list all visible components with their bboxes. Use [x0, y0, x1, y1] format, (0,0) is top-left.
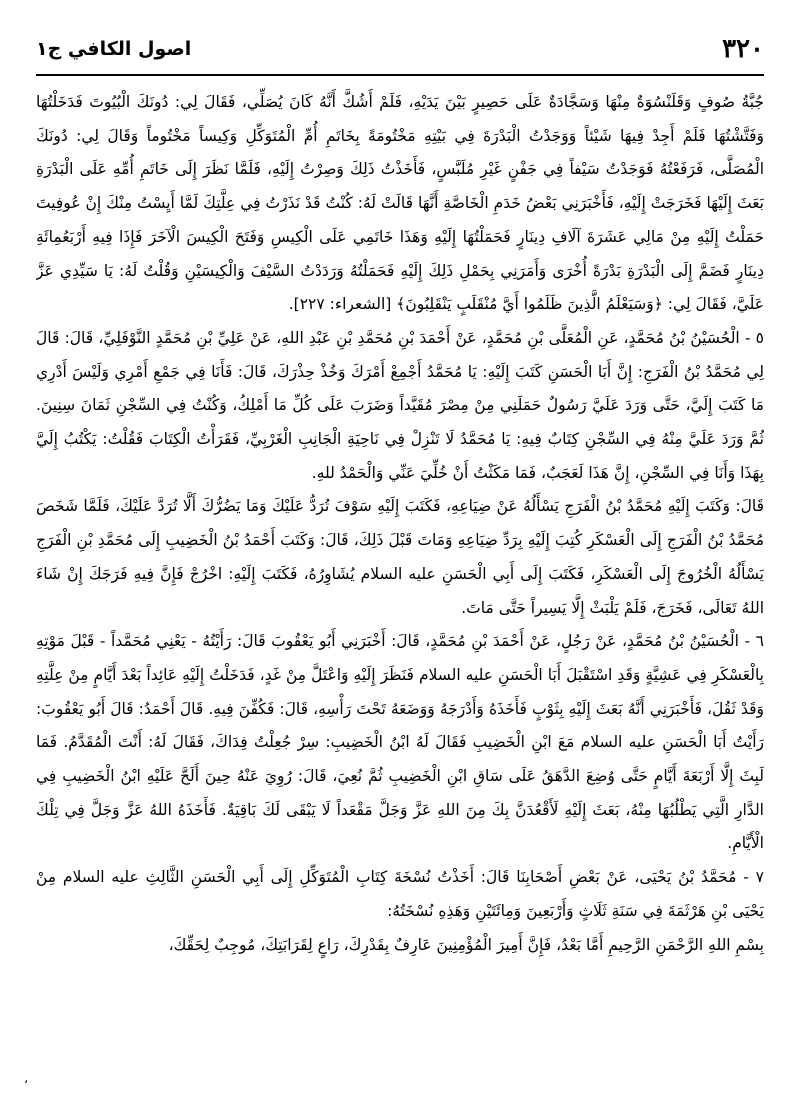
paragraph-hadith-7: ٧ - مُحَمَّدُ بْنُ يَحْيَى، عَنْ بَعْضِ أَصْحَابِنَا قَالَ: أَخَذْتُ نُسْخَةَ كِتَابِ الْمُتَوَكِّلِ إِلَى أَبِي الْحَسَنِ الثَّالِثِ عليه السلام مِنْ يَحْيَى بْنِ هَرْثَمَةَ فِي سَنَةِ ثَلَاثٍ وَأَرْبَعِينَ وَمِائَتَيْنِ وَهَذِهِ نُسْخَتُهُ:	[36, 868, 764, 920]
paragraph-hadith-5-continuation: قَالَ: وَكَتَبَ إِلَيْهِ مُحَمَّدُ بْنُ الْفَرَجِ يَسْأَلُهُ عَنْ ضِيَاعِهِ، فَكَتَبَ إِلَيْهِ سَوْفَ تُرَدُّ عَلَيْكَ وَمَا يَضُرُّكَ أَلَّا تُرَدَّ عَلَيْكَ، فَلَمَّا شَخَصَ مُحَمَّدُ بْنُ الْفَرَجِ إِلَى الْعَسْكَرِ كُتِبَ إِلَيْهِ بِرَدِّ ضِيَاعِهِ وَمَاتَ قَبْلَ ذَلِكَ، قَالَ: وَكَتَبَ أَحْمَدُ بْنُ الْخَضِيبِ إِلَى مُحَمَّدِ بْنِ الْفَرَجِ يَسْأَلُهُ الْخُرُوجَ إِلَى الْعَسْكَرِ، فَكَتَبَ إِلَى أَبِي الْحَسَنِ عليه السلام يُشَاوِرُهُ، فَكَتَبَ إِلَيْهِ: اخْرُجْ فَإِنَّ فِيهِ فَرَجَكَ إِنْ شَاءَ اللهُ تَعَالَى، فَخَرَجَ، فَلَمْ يَلْبَثْ إِلَّا يَسِيراً حَتَّى مَاتَ.	[36, 497, 764, 617]
book-title: اصول الكافي ج١	[36, 38, 192, 60]
paragraph-hadith-5: ٥ - الْحُسَيْنُ بْنُ مُحَمَّدٍ، عَنِ الْمُعَلَّى بْنِ مُحَمَّدٍ، عَنْ أَحْمَدَ بْنِ مُحَمَّدِ بْنِ عَبْدِ اللهِ، عَنْ عَلِيِّ بْنِ مُحَمَّدٍ النَّوْفَلِيِّ، قَالَ: قَالَ لِي مُحَمَّدُ بْنُ الْفَرَجِ: إِنَّ أَبَا الْحَسَنِ كَتَبَ إِلَيْهِ: يَا مُحَمَّدُ أَجْمِعْ أَمْرَكَ وَخُذْ حِذْرَكَ، قَالَ: فَأَنَا فِي جَمْعِ أَمْرِي وَلَيْسَ أَدْرِي مَا كَتَبَ إِلَيَّ، حَتَّى وَرَدَ عَلَيَّ رَسُولٌ حَمَلَنِي مِنْ مِصْرَ مُقَيَّداً وَضَرَبَ عَلَى كُلِّ مَا أَمْلِكُ، وَكُنْتُ فِي السِّجْنِ ثَمَانَ سِنِينَ. ثُمَّ وَرَدَ عَلَيَّ مِنْهُ فِي السِّجْنِ كِتَابٌ فِيهِ: يَا مُحَمَّدُ لَا تَنْزِلْ فِي نَاحِيَةِ الْجَانِبِ الْغَرْبِيِّ، فَقَرَأْتُ الْكِتَابَ فَقُلْتُ: يَكْتُبُ إِلَيَّ بِهَذَا وَأَنَا فِي السِّجْنِ، إِنَّ هَذَا لَعَجَبٌ، فَمَا مَكَثْتُ أَنْ خُلِّيَ عَنِّي وَالْحَمْدُ للهِ.	[36, 328, 764, 482]
footer-mark: ،	[24, 1072, 28, 1086]
paragraph-hadith-6: ٦ - الْحُسَيْنُ بْنُ مُحَمَّدٍ، عَنْ رَجُلٍ، عَنْ أَحْمَدَ بْنِ مُحَمَّدٍ، قَالَ: أَخْبَرَنِي أَبُو يَعْقُوبَ قَالَ: رَأَيْتُهُ - يَعْنِي مُحَمَّداً - قَبْلَ مَوْتِهِ بِالْعَسْكَرِ فِي عَشِيَّةٍ وَقَدِ اسْتَقْبَلَ أَبَا الْحَسَنِ عليه السلام فَنَظَرَ إِلَيْهِ وَاعْتَلَّ مِنْ غَدٍ، فَدَخَلْتُ إِلَيْهِ عَائِداً بَعْدَ أَيَّامٍ مِنْ عِلَّتِهِ وَقَدْ ثَقُلَ، فَأَخْبَرَنِي أَنَّهُ بَعَثَ إِلَيْهِ بِثَوْبٍ فَأَخَذَهُ وَأَدْرَجَهُ وَوَضَعَهُ تَحْتَ رَأْسِهِ، قَالَ: فَكُفِّنَ فِيهِ. قَالَ أَحْمَدُ: قَالَ أَبُو يَعْقُوبَ: رَأَيْتُ أَبَا الْحَسَنِ عليه السلام مَعَ ابْنِ الْخَضِيبِ فَقَالَ لَهُ ابْنُ الْخَضِيبِ: سِرْ جُعِلْتُ فِدَاكَ، فَقَالَ لَهُ: أَنْتَ الْمُقَدَّمُ. فَمَا لَبِثَ إِلَّا أَرْبَعَةَ أَيَّامٍ حَتَّى وُضِعَ الدَّهَقُ عَلَى سَاقِ ابْنِ الْخَضِيبِ ثُمَّ نُعِيَ، قَالَ: رُوِيَ عَنْهُ حِينَ أَلَحَّ عَلَيْهِ ابْنُ الْخَضِيبِ فِي الدَّارِ الَّتِي يَطْلُبُهَا مِنْهُ، بَعَثَ إِلَيْهِ لَأَقْعُدَنَّ بِكَ مِنَ اللهِ عَزَّ وَجَلَّ مَقْعَداً لَا يَبْقَى لَكَ بَاقِيَةٌ. فَأَخَذَهُ اللهُ عَزَّ وَجَلَّ فِي تِلْكَ الْأَيَّامِ.	[36, 632, 764, 853]
paragraph-letter-opening: بِسْمِ اللهِ الرَّحْمَنِ الرَّحِيمِ أَمَّا بَعْدُ، فَإِنَّ أَمِيرَ الْمُؤْمِنِينَ عَارِفٌ بِقَدْرِكَ، رَاعٍ لِقَرَابَتِكَ، مُوجِبٌ لِحَقِّكَ،	[168, 935, 764, 954]
paragraph-narration-continuation: جُبَّةُ صُوفٍ وَقَلَنْسُوَةٌ مِنْهَا وَسَجَّادَةٌ عَلَى حَصِيرٍ بَيْنَ يَدَيْهِ، فَلَمْ أَشُكَّ أَنَّهُ كَانَ يُصَلِّي، فَقَالَ لِي: دُونَكَ الْبُيُوتَ فَدَخَلْتُهَا وَفَتَّشْتُهَا فَلَمْ أَجِدْ فِيهَا شَيْئاً وَوَجَدْتُ الْبَدْرَةَ فِي بَيْتِهِ مَخْتُومَةً بِخَاتَمِ أُمِّ الْمُتَوَكِّلِ وَكِيساً مَخْتُوماً وَقَالَ لِي: دُونَكَ الْمُصَلَّى، فَرَفَعْتُهُ فَوَجَدْتُ سَيْفاً فِي جَفْنٍ غَيْرِ مُلَبَّسٍ، فَأَخَذْتُ ذَلِكَ وَصِرْتُ إِلَيْهِ، فَلَمَّا نَظَرَ إِلَى خَاتَمِ أُمِّهِ عَلَى الْبَدْرَةِ بَعَثَ إِلَيْهَا فَخَرَجَتْ إِلَيْهِ، فَأَخْبَرَنِي بَعْضُ خَدَمِ الْخَاصَّةِ أَنَّهَا قَالَتْ لَهُ: كُنْتُ قَدْ نَذَرْتُ فِي عِلَّتِكَ لَمَّا أَيِسْتُ مِنْكَ إِنْ عُوفِيتَ حَمَلْتُ إِلَيْهِ مِنْ مَالِي عَشَرَةَ آلَافِ دِينَارٍ فَحَمَلْتُهَا إِلَيْهِ وَهَذَا خَاتَمِي عَلَى الْكِيسِ وَفَتَحَ الْكِيسَ الْآخَرَ فَإِذَا فِيهِ أَرْبَعُمِائَةِ دِينَارٍ فَضَمَّ إِلَى الْبَدْرَةِ بَدْرَةً أُخْرَى وَأَمَرَنِي بِحَمْلِ ذَلِكَ إِلَيْهِ فَحَمَلْتُهُ وَرَدَدْتُ السَّيْفَ وَالْكِيسَيْنِ وَقُلْتُ لَهُ: يَا سَيِّدِي عَزَّ عَلَيَّ، فَقَالَ لِي: ﴿وَسَيَعْلَمُ الَّذِينَ ظَلَمُوا أَيَّ مُنْقَلَبٍ يَنْقَلِبُونَ﴾ [الشعراء: ٢٢٧].	[36, 93, 764, 314]
header-divider	[36, 74, 764, 76]
document-body	[36, 86, 764, 1096]
page-number: ٣٢٠	[722, 34, 764, 64]
page-header	[36, 30, 764, 70]
